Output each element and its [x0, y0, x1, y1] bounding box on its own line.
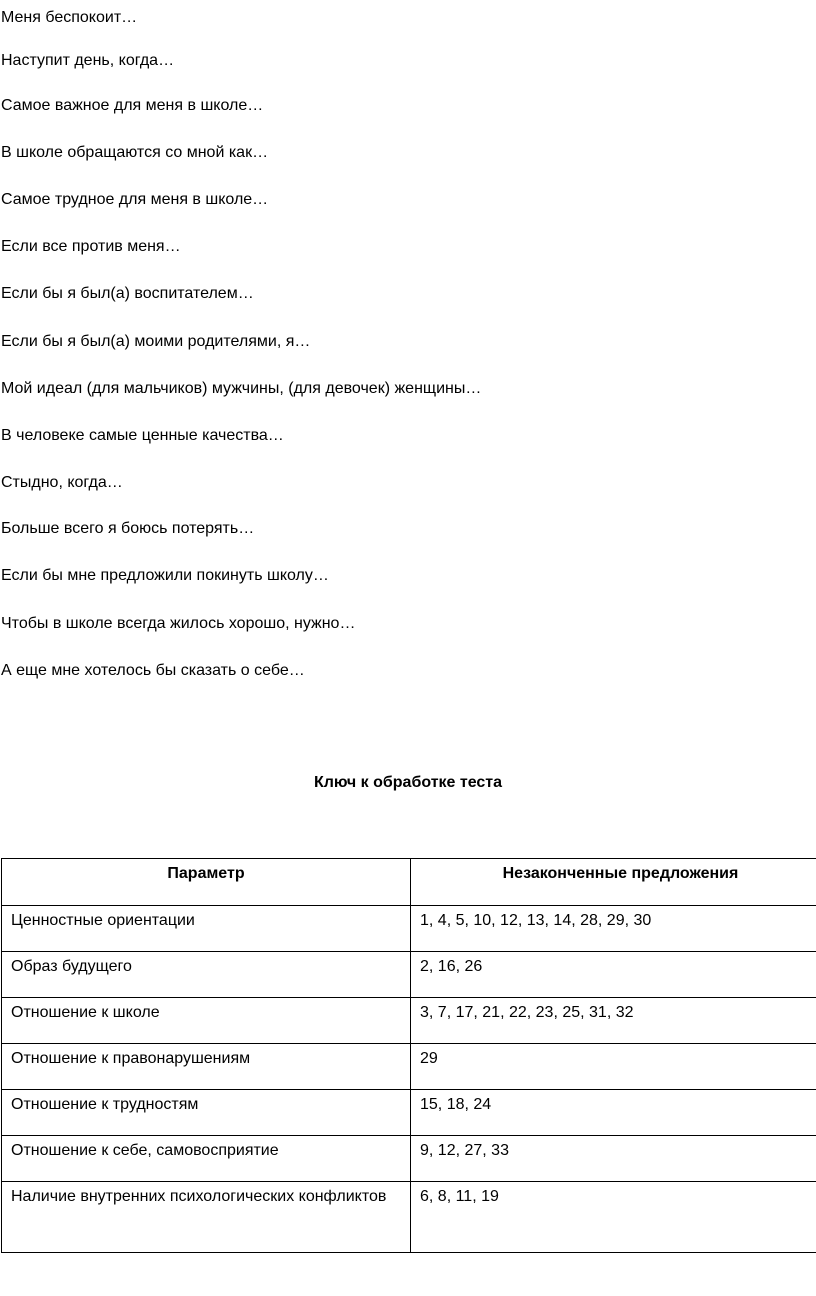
- sentence-item: Наступит день, когда…: [1, 52, 175, 69]
- sentence-item: Чтобы в школе всегда жилось хорошо, нужно…: [1, 615, 356, 632]
- table-row: [2, 906, 816, 952]
- sentence-numbers: 1, 4, 5, 10, 12, 13, 14, 28, 29, 30: [420, 912, 652, 929]
- parameter-cell: [2, 1044, 411, 1090]
- sentence-item: Самое важное для меня в школе…: [1, 97, 264, 114]
- parameter-cell: [2, 906, 411, 952]
- sentence-item: Меня беспокоит…: [1, 9, 138, 26]
- table-row: [2, 1044, 816, 1090]
- parameter-cell: [2, 1136, 411, 1182]
- sentence-item: Самое трудное для меня в школе…: [1, 191, 269, 208]
- table-row: [2, 952, 816, 998]
- sentences-cell: [411, 1136, 816, 1182]
- parameter-cell: [2, 952, 411, 998]
- header-label: Незаконченные предложения: [502, 865, 739, 882]
- header-parameter: [2, 859, 411, 906]
- sentence-item: Если все против меня…: [1, 238, 181, 255]
- sentences-cell: [411, 952, 816, 998]
- table-row: [2, 998, 816, 1044]
- parameter-text: Отношение к себе, самовосприятие: [11, 1142, 279, 1159]
- sentence-numbers: 9, 12, 27, 33: [420, 1142, 509, 1159]
- sentence-item: В человеке самые ценные качества…: [1, 427, 284, 444]
- parameter-text: Отношение к школе: [11, 1004, 160, 1021]
- parameter-text: Ценностные ориентации: [11, 912, 195, 929]
- sentence-numbers: 3, 7, 17, 21, 22, 23, 25, 31, 32: [420, 1004, 634, 1021]
- table-header-row: [2, 859, 816, 906]
- parameter-cell: [2, 1090, 411, 1136]
- sentences-cell: [411, 906, 816, 952]
- header-sentences: [411, 859, 816, 906]
- key-table: [1, 858, 816, 1253]
- sentence-item: А еще мне хотелось бы сказать о себе…: [1, 662, 305, 679]
- sentence-item: Стыдно, когда…: [1, 474, 123, 491]
- sentence-numbers: 29: [420, 1050, 438, 1067]
- header-label: Параметр: [167, 865, 245, 882]
- parameter-text: Отношение к правонарушениям: [11, 1050, 251, 1067]
- parameter-text: Образ будущего: [11, 958, 132, 975]
- sentence-numbers: 6, 8, 11, 19: [420, 1188, 499, 1205]
- sentence-item: В школе обращаются со мной как…: [1, 144, 269, 161]
- sentence-item: Если бы я был(а) воспитателем…: [1, 285, 254, 302]
- table-row: [2, 1136, 816, 1182]
- parameter-cell: [2, 1182, 411, 1253]
- sentence-item: Если бы я был(а) моими родителями, я…: [1, 333, 311, 350]
- parameter-text: Отношение к трудностям: [11, 1096, 199, 1113]
- sentence-item: Больше всего я боюсь потерять…: [1, 520, 255, 537]
- sentences-cell: [411, 1182, 816, 1253]
- sentence-item: Если бы мне предложили покинуть школу…: [1, 567, 329, 584]
- sentence-item: Мой идеал (для мальчиков) мужчины, (для девочек) женщины…: [1, 380, 482, 397]
- sentences-cell: [411, 1044, 816, 1090]
- sentence-numbers: 15, 18, 24: [420, 1096, 492, 1113]
- table-row: [2, 1182, 816, 1253]
- sentences-cell: [411, 1090, 816, 1136]
- sentence-numbers: 2, 16, 26: [420, 958, 483, 975]
- sentences-cell: [411, 998, 816, 1044]
- key-heading: Ключ к обработке теста: [313, 774, 503, 791]
- parameter-cell: [2, 998, 411, 1044]
- parameter-text: Наличие внутренних психологических конфликтов: [11, 1188, 387, 1205]
- table-row: [2, 1090, 816, 1136]
